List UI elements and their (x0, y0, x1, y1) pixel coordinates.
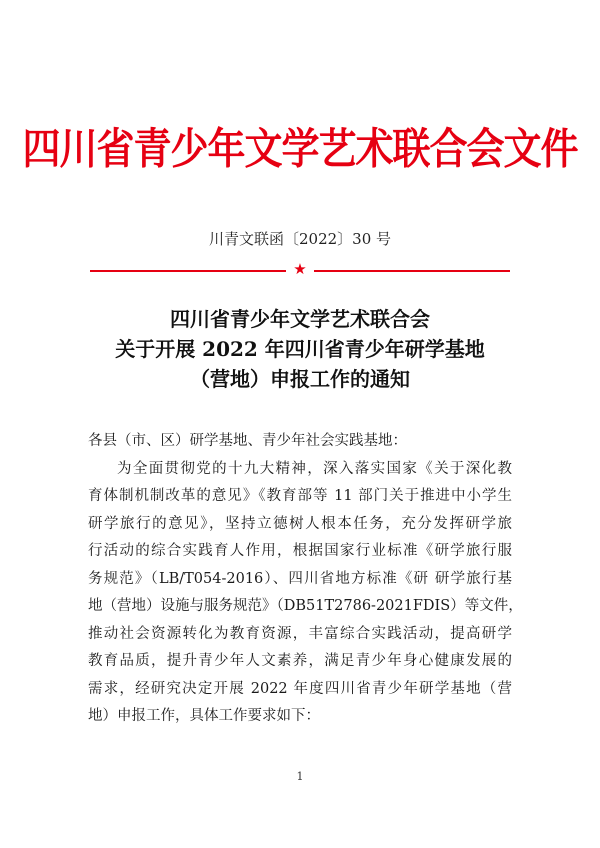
paragraph-line: 教育品质，提升青少年人文素养，满足青少年身心健康发展的 (88, 653, 512, 669)
divider-line-left (90, 270, 286, 272)
notice-body (88, 428, 523, 731)
page-number: 1 (296, 770, 304, 783)
paragraph-line: 地（营地）设施与服务规范》（DB51T2786-2021FDIS）等文件， (88, 598, 523, 614)
paragraph-line: 推动社会资源转化为教育资源，丰富综合实践活动，提高研学 (88, 625, 512, 642)
org-header-title: 四川省青少年文学艺术联合会文件 (22, 123, 578, 174)
red-divider (90, 260, 510, 278)
divider-line-right (314, 270, 510, 272)
paragraph-line: 研学旅行的意见》，坚持立德树人根本任务，充分发挥研学旅 (88, 515, 512, 532)
paragraph-line: 为全面贯彻党的十九大精神，深入落实国家《关于深化教 (117, 460, 512, 477)
salutation: 各县（市、区）研学基地、青少年社会实践基地： (88, 433, 407, 449)
title-line: 关于开展 2022 年四川省青少年研学基地 (115, 337, 485, 361)
paragraph-line: 地）申报工作，具体工作要求如下： (88, 708, 320, 724)
paragraph-line: 育体制机制改革的意见》《教育部等 11 部门关于推进中小学生 (88, 488, 512, 504)
title-line: （营地）申报工作的通知 (190, 367, 410, 391)
paragraph-line: 行活动的综合实践育人作用，根据国家行业标准《研学旅行服 (88, 543, 512, 559)
paragraph-line: 需求，经研究决定开展 2022 年度四川省青少年研学基地（营 (88, 680, 512, 697)
document-number: 川青文联函〔2022〕30 号 (208, 230, 392, 248)
notice-title (0, 304, 600, 394)
paragraph-line: 务规范》（LB/T054-2016）、四川省地方标准《研 研学旅行基 (88, 570, 512, 587)
title-line: 四川省青少年文学艺术联合会 (170, 307, 430, 331)
star-icon: ★ (293, 260, 307, 278)
